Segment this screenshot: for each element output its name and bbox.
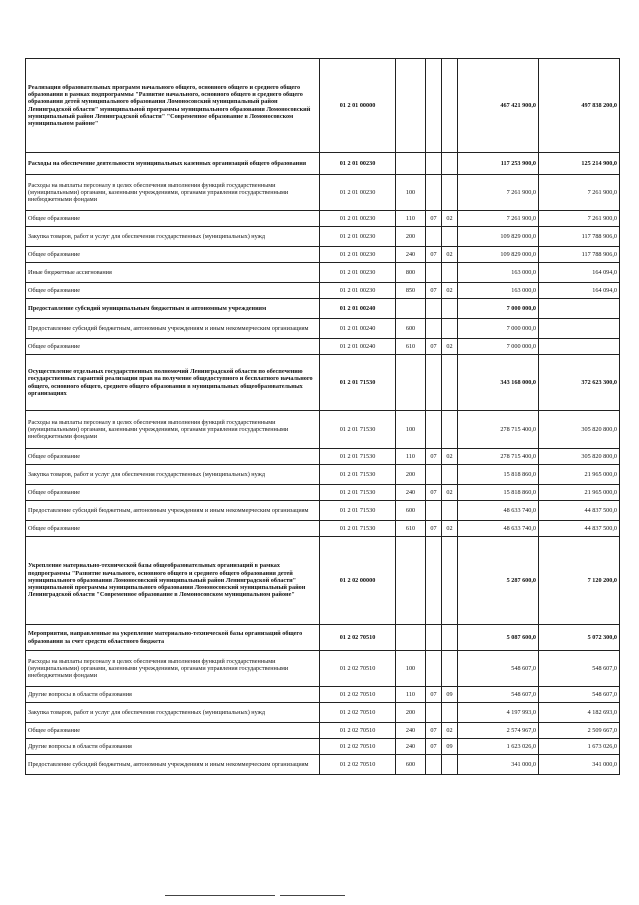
row-name-cell: Другие вопросы в области образования — [26, 739, 320, 755]
amount-year2-cell: 7 261 900,0 — [539, 211, 620, 227]
target-code-cell: 01 2 01 71530 — [320, 485, 396, 501]
target-code-cell: 01 2 01 00230 — [320, 175, 396, 211]
amount-year1-cell: 343 168 000,0 — [458, 355, 539, 411]
amount-year2-cell — [539, 339, 620, 355]
target-code-cell: 01 2 02 70510 — [320, 687, 396, 703]
row-name-cell: Общее образование — [26, 521, 320, 537]
expense-type-cell: 200 — [396, 465, 426, 485]
amount-year2-cell: 548 607,0 — [539, 651, 620, 687]
expense-type-cell: 240 — [396, 739, 426, 755]
amount-year2-cell: 305 820 800,0 — [539, 411, 620, 449]
amount-year1-cell: 5 087 600,0 — [458, 625, 539, 651]
row-name-cell: Расходы на обеспечение деятельности муниципальных казенных организаций общего образования — [26, 153, 320, 175]
expense-type-cell: 200 — [396, 227, 426, 247]
amount-year2-cell: 4 182 693,0 — [539, 703, 620, 723]
amount-year1-cell: 548 607,0 — [458, 651, 539, 687]
row-name-cell: Общее образование — [26, 211, 320, 227]
table-row — [26, 723, 620, 739]
amount-year1-cell: 2 574 967,0 — [458, 723, 539, 739]
target-code-cell: 01 2 01 00240 — [320, 339, 396, 355]
table-row — [26, 449, 620, 465]
amount-year2-cell: 117 788 906,0 — [539, 227, 620, 247]
subsection-cell — [442, 703, 458, 723]
expense-type-cell: 110 — [396, 687, 426, 703]
section-cell — [426, 465, 442, 485]
subsection-cell: 02 — [442, 339, 458, 355]
section-cell: 07 — [426, 739, 442, 755]
target-code-cell: 01 2 02 70510 — [320, 651, 396, 687]
target-code-cell: 01 2 01 00230 — [320, 227, 396, 247]
expense-type-cell: 240 — [396, 723, 426, 739]
amount-year1-cell: 15 818 860,0 — [458, 485, 539, 501]
target-code-cell: 01 2 01 71530 — [320, 465, 396, 485]
target-code-cell: 01 2 01 71530 — [320, 501, 396, 521]
subsection-cell — [442, 59, 458, 153]
table-row — [26, 227, 620, 247]
amount-year1-cell: 163 000,0 — [458, 263, 539, 283]
subsection-cell: 02 — [442, 521, 458, 537]
target-code-cell: 01 2 01 00230 — [320, 283, 396, 299]
section-cell: 07 — [426, 211, 442, 227]
budget-table — [25, 58, 620, 775]
subsection-cell — [442, 175, 458, 211]
table-row — [26, 411, 620, 449]
section-cell — [426, 263, 442, 283]
row-name-cell: Расходы на выплаты персоналу в целях обеспечения выполнения функций государственными (муниципальными) органами, казенными учреждениями, органами управления государственными внебюджетными фондами — [26, 175, 320, 211]
section-cell — [426, 175, 442, 211]
amount-year2-cell: 497 838 200,0 — [539, 59, 620, 153]
table-row — [26, 319, 620, 339]
target-code-cell: 01 2 01 00240 — [320, 299, 396, 319]
table-row — [26, 687, 620, 703]
table-row — [26, 625, 620, 651]
expense-type-cell — [396, 537, 426, 625]
amount-year2-cell: 1 673 026,0 — [539, 739, 620, 755]
target-code-cell: 01 2 02 00000 — [320, 537, 396, 625]
expense-type-cell — [396, 299, 426, 319]
row-name-cell: Закупка товаров, работ и услуг для обеспечения государственных (муниципальных) нужд — [26, 703, 320, 723]
target-code-cell: 01 2 02 70510 — [320, 625, 396, 651]
section-cell — [426, 625, 442, 651]
table-row — [26, 703, 620, 723]
section-cell — [426, 703, 442, 723]
table-row — [26, 339, 620, 355]
section-cell: 07 — [426, 521, 442, 537]
amount-year1-cell: 7 000 000,0 — [458, 299, 539, 319]
subsection-cell — [442, 355, 458, 411]
table-row — [26, 755, 620, 775]
amount-year2-cell: 125 214 900,0 — [539, 153, 620, 175]
expense-type-cell: 100 — [396, 651, 426, 687]
subsection-cell — [442, 263, 458, 283]
subsection-cell: 02 — [442, 211, 458, 227]
expense-type-cell: 600 — [396, 319, 426, 339]
row-name-cell: Предоставление субсидий бюджетным, автономным учреждениям и иным некоммерческим организациям — [26, 501, 320, 521]
amount-year2-cell: 305 820 800,0 — [539, 449, 620, 465]
subsection-cell: 02 — [442, 485, 458, 501]
amount-year2-cell: 44 837 500,0 — [539, 501, 620, 521]
row-name-cell: Реализация образовательных программ начального общего, основного общего и среднего общего образования в рамках подпрограммы "Развитие начального, основного общего и среднего общего образования детей муниципального образования Ломоносовский муниципальный район Ленинградской области" муниципальной программы муниципального образования Ломоносовский муниципальный район Ленинградской области" "Современное образование в Ломоносовском муниципальном районе" — [26, 59, 320, 153]
row-name-cell: Общее образование — [26, 283, 320, 299]
amount-year2-cell — [539, 299, 620, 319]
amount-year2-cell: 164 094,0 — [539, 263, 620, 283]
amount-year1-cell: 278 715 400,0 — [458, 449, 539, 465]
subsection-cell — [442, 651, 458, 687]
target-code-cell: 01 2 02 70510 — [320, 703, 396, 723]
section-cell — [426, 537, 442, 625]
row-name-cell: Расходы на выплаты персоналу в целях обеспечения выполнения функций государственными (муниципальными) органами, казенными учреждениями, органами управления государственными внебюджетными фондами — [26, 651, 320, 687]
subsection-cell — [442, 319, 458, 339]
table-row — [26, 299, 620, 319]
target-code-cell: 01 2 01 71530 — [320, 449, 396, 465]
row-name-cell: Укрепление материально-технической базы общеобразовательных организаций в рамках подпрограммы "Развитие начального, основного общего и среднего общего образования детей муниципального образования Ломоносовский муниципальный район Ленинградской области" муниципальной программы муниципального образования Ломоносовский муниципальный район Ленинградской области "Современное образование в Ломоносовском муниципальном районе" — [26, 537, 320, 625]
target-code-cell: 01 2 01 00230 — [320, 263, 396, 283]
table-row — [26, 485, 620, 501]
subsection-cell: 02 — [442, 723, 458, 739]
expense-type-cell — [396, 355, 426, 411]
table-row — [26, 283, 620, 299]
table-row — [26, 153, 620, 175]
amount-year1-cell: 1 623 026,0 — [458, 739, 539, 755]
expense-type-cell: 240 — [396, 485, 426, 501]
subsection-cell — [442, 755, 458, 775]
amount-year2-cell: 7 120 200,0 — [539, 537, 620, 625]
row-name-cell: Общее образование — [26, 247, 320, 263]
footer-rule-right — [280, 895, 345, 896]
expense-type-cell: 610 — [396, 339, 426, 355]
amount-year2-cell: 5 072 300,0 — [539, 625, 620, 651]
section-cell — [426, 651, 442, 687]
amount-year1-cell: 48 633 740,0 — [458, 521, 539, 537]
amount-year1-cell: 5 287 600,0 — [458, 537, 539, 625]
expense-type-cell: 600 — [396, 501, 426, 521]
section-cell — [426, 59, 442, 153]
table-row — [26, 247, 620, 263]
expense-type-cell: 850 — [396, 283, 426, 299]
amount-year1-cell: 109 829 000,0 — [458, 227, 539, 247]
amount-year1-cell: 109 829 000,0 — [458, 247, 539, 263]
amount-year2-cell: 164 094,0 — [539, 283, 620, 299]
expense-type-cell: 800 — [396, 263, 426, 283]
target-code-cell: 01 2 01 00230 — [320, 211, 396, 227]
amount-year1-cell: 7 261 900,0 — [458, 211, 539, 227]
subsection-cell — [442, 227, 458, 247]
row-name-cell: Общее образование — [26, 723, 320, 739]
section-cell — [426, 411, 442, 449]
row-name-cell: Осуществление отдельных государственных полномочий Ленинградской области по обеспечению государственных гарантий реализации прав на получение общедоступного и бесплатного начального общего, основного общего, среднего общего образования в муниципальных общеобразовательных организациях — [26, 355, 320, 411]
amount-year2-cell: 21 965 000,0 — [539, 465, 620, 485]
subsection-cell — [442, 299, 458, 319]
expense-type-cell: 100 — [396, 411, 426, 449]
section-cell: 07 — [426, 723, 442, 739]
amount-year2-cell: 2 509 667,0 — [539, 723, 620, 739]
row-name-cell: Мероприятия, направленные на укрепление материально-технической базы организаций общего образования за счет средств областного бюджета — [26, 625, 320, 651]
row-name-cell: Предоставление субсидий бюджетным, автономным учреждениям и иным некоммерческим организациям — [26, 755, 320, 775]
budget-table-page — [25, 58, 619, 775]
section-cell: 07 — [426, 485, 442, 501]
table-row — [26, 211, 620, 227]
target-code-cell: 01 2 01 71530 — [320, 411, 396, 449]
amount-year1-cell: 15 818 860,0 — [458, 465, 539, 485]
table-row — [26, 739, 620, 755]
target-code-cell: 01 2 01 00230 — [320, 153, 396, 175]
target-code-cell: 01 2 02 70510 — [320, 739, 396, 755]
amount-year2-cell: 44 837 500,0 — [539, 521, 620, 537]
amount-year1-cell: 341 000,0 — [458, 755, 539, 775]
amount-year1-cell: 7 000 000,0 — [458, 319, 539, 339]
row-name-cell: Предоставление субсидий муниципальным бюджетным и автономным учреждениям — [26, 299, 320, 319]
section-cell — [426, 153, 442, 175]
subsection-cell — [442, 625, 458, 651]
table-row — [26, 465, 620, 485]
table-row — [26, 521, 620, 537]
subsection-cell — [442, 411, 458, 449]
amount-year2-cell: 372 623 300,0 — [539, 355, 620, 411]
row-name-cell: Закупка товаров, работ и услуг для обеспечения государственных (муниципальных) нужд — [26, 465, 320, 485]
subsection-cell: 09 — [442, 739, 458, 755]
section-cell: 07 — [426, 687, 442, 703]
section-cell: 07 — [426, 283, 442, 299]
table-row — [26, 175, 620, 211]
target-code-cell: 01 2 02 70510 — [320, 755, 396, 775]
target-code-cell: 01 2 02 70510 — [320, 723, 396, 739]
section-cell: 07 — [426, 339, 442, 355]
amount-year1-cell: 467 421 900,0 — [458, 59, 539, 153]
expense-type-cell — [396, 625, 426, 651]
expense-type-cell — [396, 153, 426, 175]
amount-year2-cell: 548 607,0 — [539, 687, 620, 703]
subsection-cell: 09 — [442, 687, 458, 703]
subsection-cell: 02 — [442, 449, 458, 465]
section-cell: 07 — [426, 449, 442, 465]
budget-table-body — [26, 59, 620, 775]
amount-year2-cell: 341 000,0 — [539, 755, 620, 775]
row-name-cell: Другие вопросы в области образования — [26, 687, 320, 703]
expense-type-cell — [396, 59, 426, 153]
row-name-cell: Расходы на выплаты персоналу в целях обеспечения выполнения функций государственными (муниципальными) органами, казенными учреждениями, органами управления государственными внебюджетными фондами — [26, 411, 320, 449]
table-row — [26, 501, 620, 521]
table-row — [26, 651, 620, 687]
section-cell — [426, 227, 442, 247]
amount-year2-cell: 21 965 000,0 — [539, 485, 620, 501]
table-row — [26, 537, 620, 625]
subsection-cell — [442, 465, 458, 485]
target-code-cell: 01 2 01 71530 — [320, 355, 396, 411]
section-cell — [426, 319, 442, 339]
amount-year1-cell: 48 633 740,0 — [458, 501, 539, 521]
subsection-cell: 02 — [442, 247, 458, 263]
row-name-cell: Предоставление субсидий бюджетным, автономным учреждениям и иным некоммерческим организациям — [26, 319, 320, 339]
section-cell — [426, 501, 442, 521]
section-cell — [426, 755, 442, 775]
amount-year2-cell: 7 261 900,0 — [539, 175, 620, 211]
amount-year2-cell — [539, 319, 620, 339]
target-code-cell: 01 2 01 00240 — [320, 319, 396, 339]
expense-type-cell: 600 — [396, 755, 426, 775]
amount-year1-cell: 7 261 900,0 — [458, 175, 539, 211]
expense-type-cell: 110 — [396, 449, 426, 465]
section-cell — [426, 355, 442, 411]
amount-year1-cell: 548 607,0 — [458, 687, 539, 703]
table-row — [26, 59, 620, 153]
row-name-cell: Общее образование — [26, 339, 320, 355]
amount-year1-cell: 4 197 993,0 — [458, 703, 539, 723]
subsection-cell — [442, 153, 458, 175]
target-code-cell: 01 2 01 71530 — [320, 521, 396, 537]
amount-year1-cell: 7 000 000,0 — [458, 339, 539, 355]
expense-type-cell: 100 — [396, 175, 426, 211]
amount-year1-cell: 278 715 400,0 — [458, 411, 539, 449]
table-row — [26, 263, 620, 283]
table-row — [26, 355, 620, 411]
amount-year1-cell: 117 253 900,0 — [458, 153, 539, 175]
expense-type-cell: 610 — [396, 521, 426, 537]
expense-type-cell: 200 — [396, 703, 426, 723]
expense-type-cell: 240 — [396, 247, 426, 263]
section-cell — [426, 299, 442, 319]
subsection-cell — [442, 537, 458, 625]
row-name-cell: Общее образование — [26, 449, 320, 465]
amount-year2-cell: 117 788 906,0 — [539, 247, 620, 263]
amount-year1-cell: 163 000,0 — [458, 283, 539, 299]
subsection-cell — [442, 501, 458, 521]
target-code-cell: 01 2 01 00230 — [320, 247, 396, 263]
row-name-cell: Закупка товаров, работ и услуг для обеспечения государственных (муниципальных) нужд — [26, 227, 320, 247]
subsection-cell: 02 — [442, 283, 458, 299]
expense-type-cell: 110 — [396, 211, 426, 227]
section-cell: 07 — [426, 247, 442, 263]
target-code-cell: 01 2 01 00000 — [320, 59, 396, 153]
row-name-cell: Общее образование — [26, 485, 320, 501]
footer-rule-left — [165, 895, 275, 896]
row-name-cell: Иные бюджетные ассигнования — [26, 263, 320, 283]
